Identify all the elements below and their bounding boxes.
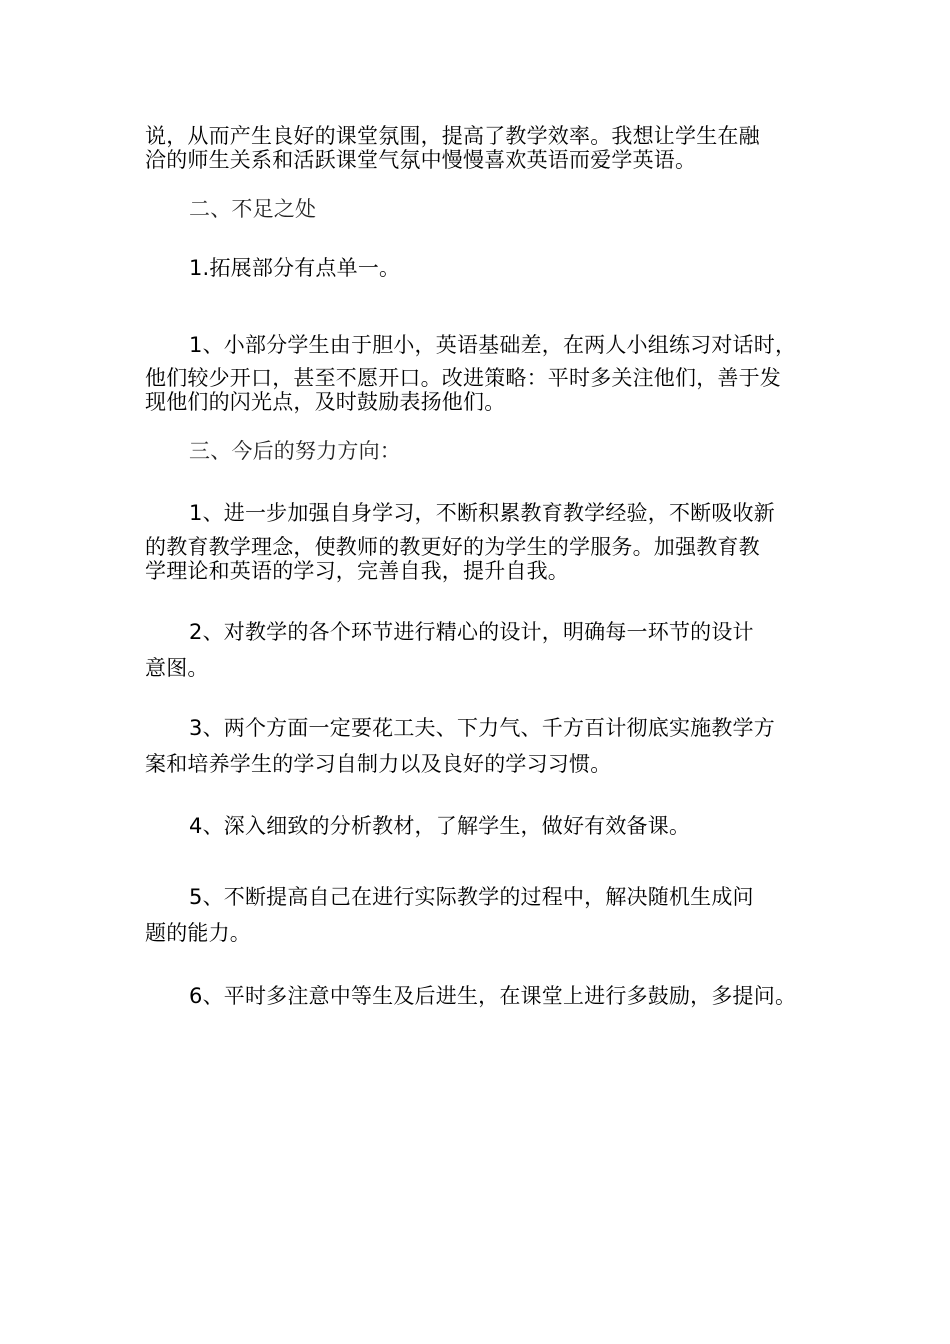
- item-text: 、两个方面一定要花工夫、下力气、千方百计彻底实施教学方: [202, 716, 775, 740]
- item-text: 、对教学的各个环节进行精心的设计，明确每一环节的设计: [202, 620, 754, 644]
- paragraph-line: 说，从而产生良好的课堂氛围，提高了教学效率。我想让学生在融: [145, 124, 760, 148]
- paragraph-direction-1: [145, 498, 825, 583]
- paragraph-direction-3: [145, 710, 825, 782]
- item-text: 、小部分学生由于胆小，英语基础差，在两人小组练习对话时，: [202, 333, 797, 357]
- item-text: 、平时多注意中等生及后进生，在课堂上进行多鼓励，多提问。: [202, 984, 797, 1008]
- item-text: 、深入细致的分析教材，了解学生，做好有效备课。: [202, 814, 691, 838]
- paragraph-line: 洽的师生关系和活跃课堂气氛中慢慢喜欢英语而爱学英语。: [145, 148, 697, 172]
- section-heading-shortcomings: 二、不足之处: [189, 197, 317, 221]
- item-number: 1: [189, 501, 203, 525]
- paragraph-line: 的教育教学理念，使教师的教更好的为学生的学服务。加强教育教: [145, 535, 760, 559]
- paragraph-direction-2: [145, 614, 825, 686]
- paragraph-shortcoming-2: [145, 330, 825, 414]
- paragraph-shortcoming-1: [145, 256, 869, 280]
- paragraph-line: 现他们的闪光点，及时鼓励表扬他们。: [145, 390, 506, 414]
- item-text: 、进一步加强自身学习，不断积累教育教学经验，不断吸收新: [202, 501, 775, 525]
- item-number: 1.: [189, 256, 210, 280]
- item-number: 4: [189, 814, 203, 838]
- paragraph-line: 意图。: [145, 656, 209, 680]
- paragraph-line: 案和培养学生的学习自制力以及良好的学习习惯。: [145, 752, 612, 776]
- paragraph-direction-6: [145, 978, 825, 1014]
- section-heading-future-direction: 三、今后的努力方向：: [189, 439, 401, 463]
- item-number: 6: [189, 984, 203, 1008]
- paragraph-line: 学理论和英语的学习，完善自我，提升自我。: [145, 559, 569, 583]
- item-number: 2: [189, 620, 203, 644]
- paragraph-direction-4: [145, 808, 825, 844]
- item-number: 3: [189, 716, 203, 740]
- paragraph-line: 他们较少开口，甚至不愿开口。改进策略：平时多关注他们，善于发: [145, 366, 781, 390]
- item-number: 1: [189, 333, 203, 357]
- paragraph-direction-5: [145, 879, 825, 951]
- paragraph-intro: [145, 124, 825, 172]
- item-text: 、不断提高自己在进行实际教学的过程中，解决随机生成问: [202, 885, 754, 909]
- item-number: 5: [189, 885, 203, 909]
- item-text: 拓展部分有点单一。: [209, 256, 401, 280]
- paragraph-line: 题的能力。: [145, 921, 251, 945]
